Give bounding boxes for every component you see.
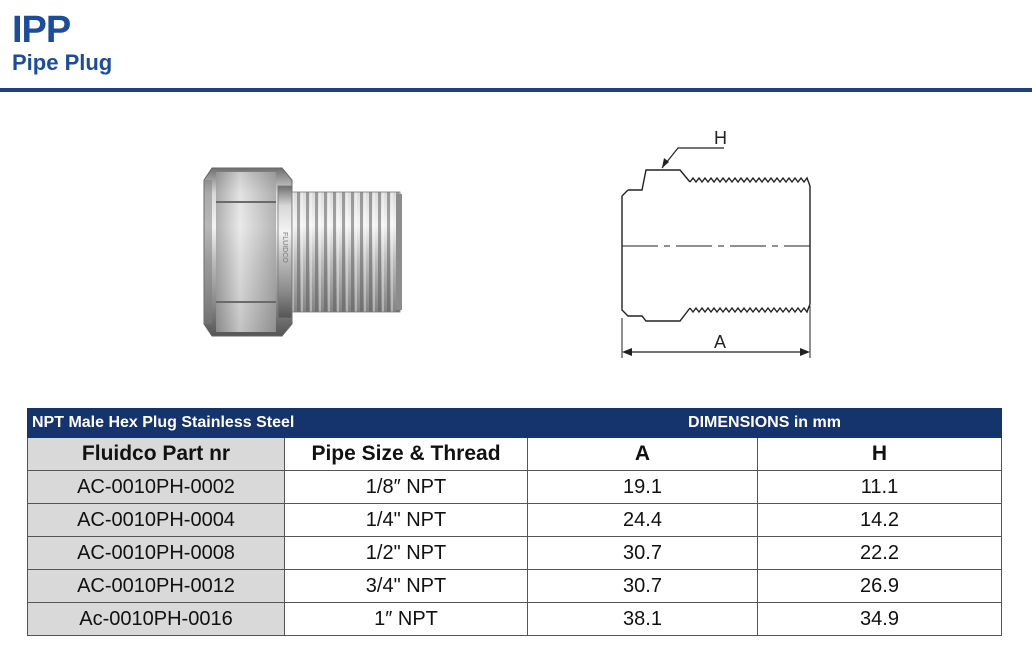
engraving-text: FLUIDCO <box>281 232 288 263</box>
table-header-row <box>28 438 1002 471</box>
dimension-h-cell: 14.2 <box>758 504 1002 537</box>
product-photo <box>192 162 407 342</box>
pipe-size-cell: 1/8″ NPT <box>285 471 528 504</box>
dimension-h-cell: 34.9 <box>758 603 1002 636</box>
dimension-a-cell: 30.7 <box>528 537 758 570</box>
dimension-a-cell: 30.7 <box>528 570 758 603</box>
page-header <box>12 8 112 76</box>
dimension-drawing <box>606 120 826 365</box>
product-code: IPP <box>12 9 71 51</box>
label-a: A <box>714 332 727 352</box>
pipe-size-cell: 1/2" NPT <box>285 537 528 570</box>
part-number-cell: AC-0010PH-0012 <box>28 570 285 603</box>
pipe-size-cell: 1/4" NPT <box>285 504 528 537</box>
dimensions-table <box>27 408 1002 636</box>
label-h: H <box>714 128 727 148</box>
table-row <box>28 570 1002 603</box>
column-header: Fluidco Part nr <box>28 438 285 471</box>
dimensions-title: DIMENSIONS in mm <box>528 409 1002 438</box>
thread-shape <box>292 192 400 312</box>
column-header: H <box>758 438 1002 471</box>
column-header: A <box>528 438 758 471</box>
dimension-h-cell: 26.9 <box>758 570 1002 603</box>
part-number-cell: AC-0010PH-0002 <box>28 471 285 504</box>
part-number-cell: Ac-0010PH-0016 <box>28 603 285 636</box>
column-header: Pipe Size & Thread <box>285 438 528 471</box>
table-row <box>28 504 1002 537</box>
part-number-cell: AC-0010PH-0004 <box>28 504 285 537</box>
table-row <box>28 603 1002 636</box>
dimension-a-cell: 24.4 <box>528 504 758 537</box>
dimension-a-cell: 19.1 <box>528 471 758 504</box>
table-row <box>28 537 1002 570</box>
pipe-size-cell: 3/4" NPT <box>285 570 528 603</box>
part-number-cell: AC-0010PH-0008 <box>28 537 285 570</box>
pipe-size-cell: 1″ NPT <box>285 603 528 636</box>
product-name: Pipe Plug <box>12 50 113 75</box>
dimension-h-cell: 11.1 <box>758 471 1002 504</box>
dimension-h-cell: 22.2 <box>758 537 1002 570</box>
table-title-row <box>28 409 1002 438</box>
table-row <box>28 471 1002 504</box>
header-divider <box>0 88 1032 92</box>
h-leader <box>662 148 724 168</box>
dimension-a-cell: 38.1 <box>528 603 758 636</box>
table-title: NPT Male Hex Plug Stainless Steel <box>28 409 528 438</box>
